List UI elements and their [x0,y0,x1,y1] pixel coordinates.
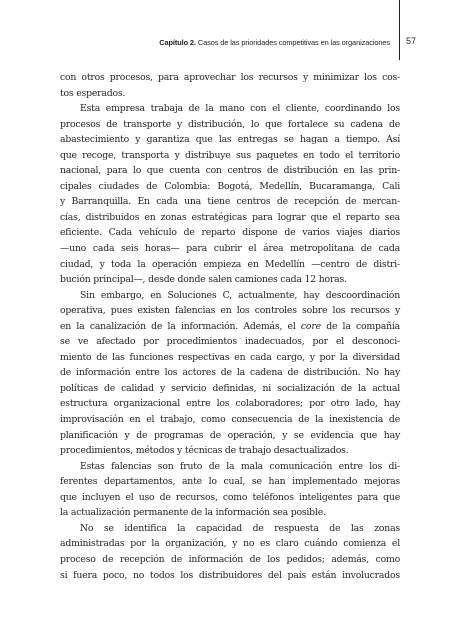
header-rule [399,0,400,60]
text-line: con otros procesos, para aprovechar los recursos y minimizar los cos- [60,72,400,83]
chapter-label: Capítulo 2. [159,38,196,47]
text-line: operativa, pues existen falencias en los controles sobre los recursos y [60,305,400,317]
text-line: cipales ciudades de Colombia: Bogotá, Medellín, Bucaramanga, Cali [60,180,400,192]
text-line: la actualización permanente de la información sea posible. [60,507,326,519]
text-line: ciudad, y toda la operación empieza en Medellín —centro de distri- [60,258,400,270]
text-line: improvisación en el trabajo, como consecuencia de la inexistencia de [60,414,400,426]
text-line: estructura organizacional entre los colaboradores; por otro lado, hay [60,398,400,410]
text-line: nacional, para lo que cuenta con centros de distribución en las prin- [60,165,400,177]
body-text [60,70,400,583]
text-line: administradas por la organización, y no es claro cuándo comienza el [60,538,400,550]
text-line: de información entre los actores de la cadena de distribución. No hay [60,367,400,379]
text-line: ferentes departamentos, ante lo cual, se han implementado mejoras [60,476,400,488]
text-line: cías, distribuidos en zonas estratégicas para lograr que el reparto sea [60,211,400,223]
text-line: bución principal—, desde donde salen camiones cada 12 horas. [60,274,347,286]
text-line: eficiente. Cada vehículo de reparto dispone de varios viajes diarios [60,227,400,239]
text-line: se ve afectado por procedimientos inadecuados, por el desconoci- [60,336,400,348]
text-line: si fuera poco, no todos los distribuidores del país están involucrados [60,569,400,581]
text-line-mixed [60,319,400,335]
running-header [60,38,390,47]
emphasis-core: core [300,320,321,332]
text-line: miento de las funciones respectivas en cada cargo, y por la diversidad [60,351,400,363]
text-line: que recoge, transporta y distribuye sus paquetes en todo el territorio [60,149,400,161]
text-line: procedimientos, métodos y técnicas de trabajo desactualizados. [60,445,349,457]
text-line: No se identifica la capacidad de respuesta de las zonas [80,522,400,534]
text-line: Esta empresa trabaja de la mano con el cliente, coordinando los [80,103,400,115]
text-line: Sin embargo, en Soluciones C, actualmente, hay descoordinación [80,289,400,301]
text-line: Estas falencias son fruto de la mala comunicación entre los di- [80,460,400,472]
text-line: procesos de transporte y distribución, lo que fortalece su cadena de [60,118,400,130]
text-line: y Barranquilla. En cada una tiene centros de recepción de mercan- [60,196,400,208]
page-number: 57 [406,36,417,46]
chapter-title: Casos de las prioridades competitivas en las organizaciones [197,38,390,47]
text-fragment: de la compañía [326,320,400,332]
text-line: planificación y de programas de operación, y se evidencia que hay [60,429,400,441]
text-line: abastecimiento y garantiza que las entregas se hagan a tiempo. Así [60,134,400,146]
text-line: tos esperados. [60,87,126,99]
text-line: —uno cada seis horas— para cubrir el área metropolitana de cada [60,243,400,255]
text-line: políticas de calidad y servicio definidas, ni socialización de la actual [60,382,400,394]
text-line: que incluyen el uso de recursos, como teléfonos inteligentes para que [60,491,400,503]
text-fragment: en la canalización de la información. Además, el [60,320,296,332]
text-line: proceso de recepción de información de los pedidos; además, como [60,553,400,565]
